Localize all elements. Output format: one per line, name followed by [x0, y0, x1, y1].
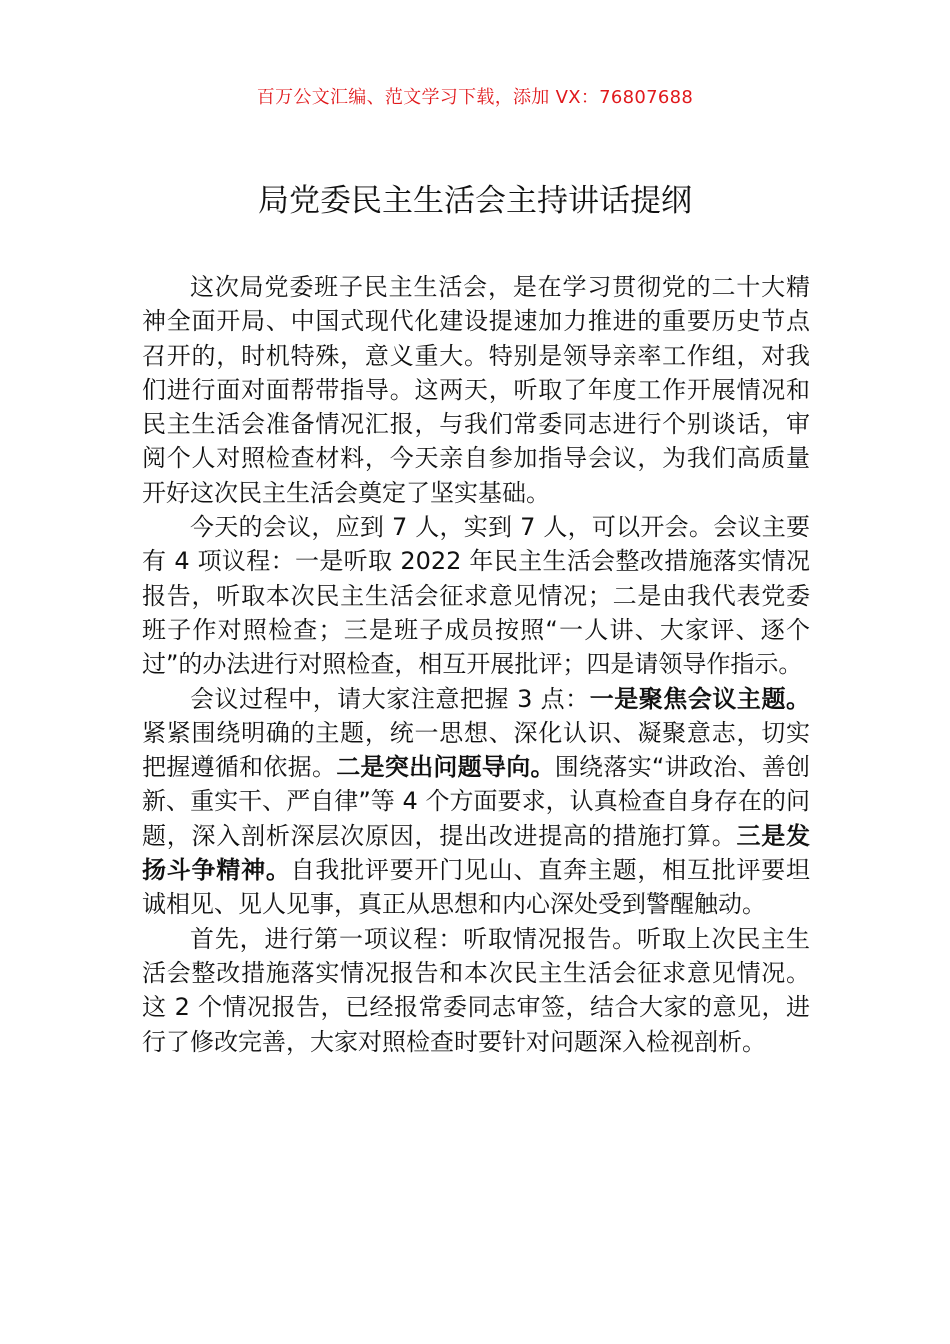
point-3-heading: 三是发扬斗争精神。: [142, 821, 811, 885]
paragraph-2: [142, 510, 810, 681]
document-body: [142, 270, 810, 1059]
paragraph-1: [142, 270, 810, 510]
point-1-text: 紧紧围绕明确的主题，统一思想、深化认识、凝聚意志，切实把握遵循和依据。: [142, 718, 810, 782]
point-2-text: 围绕落实“讲政治、善创新、重实干、严自律”等 4 个方面要求，认真检查自身存在的问题，深入剖析深层次原因，提出改进提高的措施打算。: [142, 753, 811, 850]
document-title: 局党委民主生活会主持讲话提纲: [258, 183, 692, 219]
paragraph-2-text: 今天的会议，应到 7 人，实到 7 人，可以开会。会议主要有 4 项议程：一是听取 2022 年民主生活会整改措施落实情况报告，听取本次民主生活会征求意见情况；二是由我代表党委班子作对照检查；三是班子成员按照“一人讲、大家评、逐个过”的办法进行对照检查，相互开展批评；四是请领导作指示。: [142, 513, 810, 679]
paragraph-3-intro: 会议过程中，请大家注意把握 3 点：: [190, 684, 590, 713]
point-1-heading: 一是聚焦会议主题。: [589, 684, 810, 713]
paragraph-1-text: 这次局党委班子民主生活会，是在学习贯彻党的二十大精神全面开局、中国式现代化建设提速加力推进的重要历史节点召开的，时机特殊，意义重大。特别是领导亲率工作组，对我们进行面对面帮带指导。这两天，听取了年度工作开展情况和民主生活会准备情况汇报，与我们常委同志进行个别谈话，审阅个人对照检查材料，今天亲自参加指导会议，为我们高质量开好这次民主生活会奠定了坚实基础。: [142, 273, 810, 507]
header-note: 百万公文汇编、范文学习下载，添加 VX：76807688: [256, 87, 694, 108]
paragraph-3: [142, 682, 810, 922]
point-3-text: 自我批评要开门见山、直奔主题，相互批评要坦诚相见、见人见事，真正从思想和内心深处受到警醒触动。: [142, 856, 811, 919]
paragraph-4: [142, 922, 810, 1059]
point-2-heading: 二是突出问题导向。: [336, 753, 555, 782]
paragraph-4-text: 首先，进行第一项议程：听取情况报告。听取上次民主生活会整改措施落实情况报告和本次民主生活会征求意见情况。这 2 个情况报告，已经报常委同志审签，结合大家的意见，进行了修改完善，大家对照检查时要针对问题深入检视剖析。: [142, 924, 810, 1056]
